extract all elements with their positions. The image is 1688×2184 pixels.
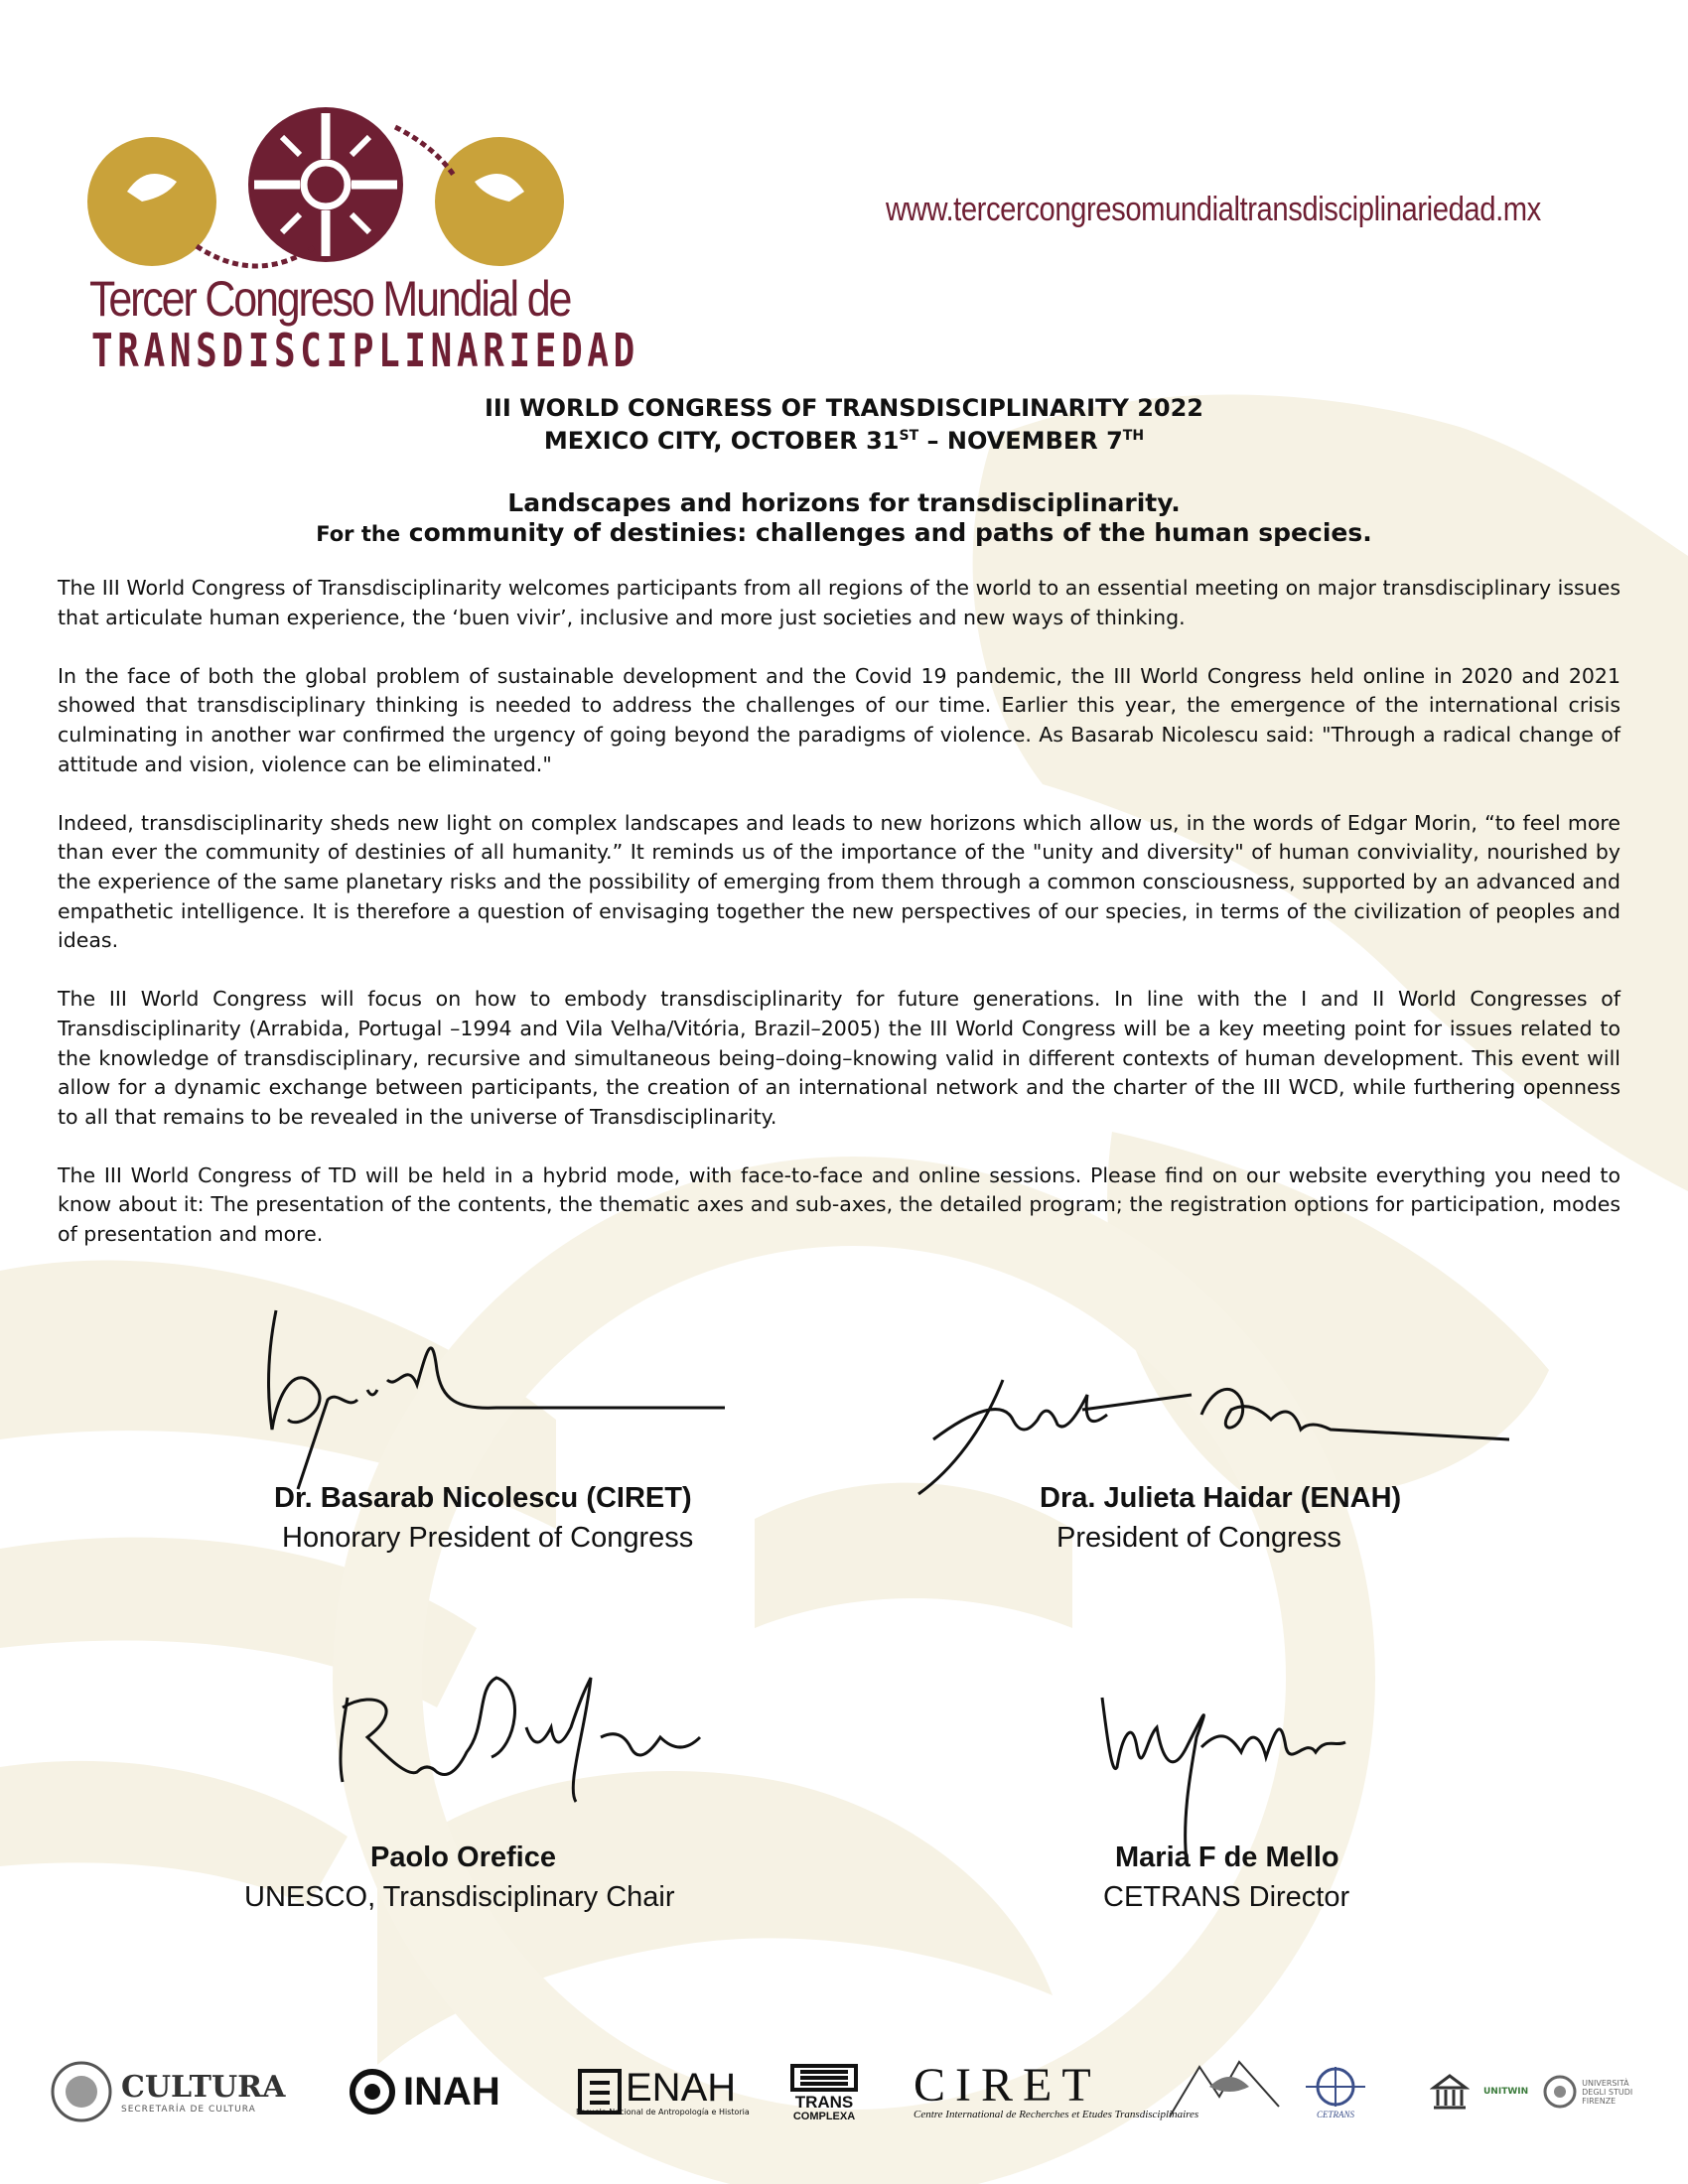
partner-logos-footer: [50, 2057, 1638, 2126]
congress-logo-emblem: [87, 107, 564, 286]
firenze-seal-icon: [1542, 2074, 1578, 2110]
signature-mello: [1092, 1678, 1350, 1866]
theme-subtitle: For the community of destinies: challenges and paths of the human species.: [316, 518, 1372, 547]
congress-dates: MEXICO CITY, OCTOBER 31ST – NOVEMBER 7TH: [543, 427, 1145, 455]
cultura-logo: CULTURA SECRETARÍA DE CULTURA: [50, 2057, 285, 2126]
signatory-role: UNESCO, Transdisciplinary Chair: [244, 1881, 675, 1913]
cetrans-globe-icon: [1301, 2064, 1370, 2110]
theme-title: Landscapes and horizons for transdisciplinarity.: [507, 488, 1181, 517]
mexico-seal-icon: [50, 2060, 113, 2123]
letter-body: [58, 574, 1620, 1279]
signatory-name: Dra. Julieta Haidar (ENAH): [1040, 1482, 1402, 1514]
logo-title-line1: Tercer Congreso Mundial de: [89, 271, 571, 327]
unesco-temple-icon: [1430, 2072, 1470, 2112]
paragraph: In the face of both the global problem of sustainable development and the Covid 19 pandemic, the III World Congress held online in 2020 and 2021 showed that transdisciplinary thinking is needed to address the challenges of our time. Earlier this year, the emergence of the international crisis culminating in another war confirmed the urgency of going beyond the paradigms of violence. As Basarab Nicolescu said: "Through a radical change of attitude and vision, violence can be eliminated.": [58, 663, 1620, 776]
enah-logo: ENAH Escuela Nacional de Antropología e Historia: [574, 2057, 750, 2126]
congress-title: III WORLD CONGRESS OF TRANSDISCIPLINARITY 2022: [484, 394, 1203, 422]
signatory-name: Dr. Basarab Nicolescu (CIRET): [274, 1482, 692, 1514]
paragraph: The III World Congress will focus on how to embody transdisciplinarity for future generations. In line with the I and II World Congresses of Transdisciplinarity (Arrabida, Portugal –1994 and Vila Velha/Vitória, Brazil–2005) the III World Congress will be a key meeting point for issues related to the knowledge of transdisciplinary, recursive and simultaneous being–doing–knowing valid in different contexts of human development. This event will allow for a dynamic exchange between participants, the creation of an international network and the charter of the III WCD, while furthering openness to all that remains to be revealed in the universe of Transdisciplinarity.: [58, 987, 1620, 1129]
paragraph: The III World Congress of TD will be held in a hybrid mode, with face-to-face and online sessions. Please find on our website everything you need to know about it: The presentation of the contents, the thematic axes and sub-axes, the detailed program; the registration options for participation, modes of presentation and more.: [58, 1162, 1620, 1247]
unesco-unitwin-firenze-logos: UNITWIN UNIVERSITÀ DEGLI STUDI FIRENZE: [1430, 2057, 1633, 2126]
ciret-logo: CIRET Centre International de Recherches et Etudes Transdisciplinaires: [914, 2059, 1199, 2120]
website-link[interactable]: www.tercercongresomundialtransdisciplinariedad.mx: [886, 191, 1541, 228]
signatory-name: Paolo Orefice: [370, 1842, 556, 1873]
ciret-birds-icon: [1160, 2057, 1299, 2126]
paragraph: Indeed, transdisciplinarity sheds new light on complex landscapes and leads to new horizons which allow us, in the words of Edgar Morin, “to feel more than ever the community of destinies of all humanity.” It reminds us of the importance of the "unity and diversity" of human conviviality, nourished by the experience of the same planetary risks and the possibility of emerging from them through a common consciousness, supported by an advanced and empathetic intelligence. It is therefore a question of envisaging together the new perspectives of our species, in terms of the civilization of peoples and ideas.: [58, 810, 1620, 953]
signature-orefice: [328, 1668, 725, 1817]
signatory-name: Maria F de Mello: [1115, 1842, 1339, 1873]
signature-haidar: [914, 1370, 1509, 1499]
signature-nicolescu: [258, 1291, 725, 1509]
signatory-role: Honorary President of Congress: [282, 1522, 694, 1554]
cetrans-logo: CETRANS: [1301, 2057, 1370, 2126]
signatory-role: President of Congress: [1056, 1522, 1341, 1554]
transcomplexa-logo: TRANS COMPLEXA: [790, 2057, 858, 2126]
paragraph: The III World Congress of Transdisciplinarity welcomes participants from all regions of the world to an essential meeting on major transdisciplinary issues that articulate human experience, the ‘buen vivir’, inclusive and more just societies and new ways of thinking.: [58, 576, 1620, 629]
trans-pattern-icon: [790, 2062, 858, 2094]
inah-emblem-icon: [344, 2063, 401, 2120]
signatory-role: CETRANS Director: [1103, 1881, 1350, 1913]
logo-title-line2: TRANSDISCIPLINARIEDAD: [91, 324, 639, 377]
inah-logo: INAH: [344, 2057, 500, 2126]
